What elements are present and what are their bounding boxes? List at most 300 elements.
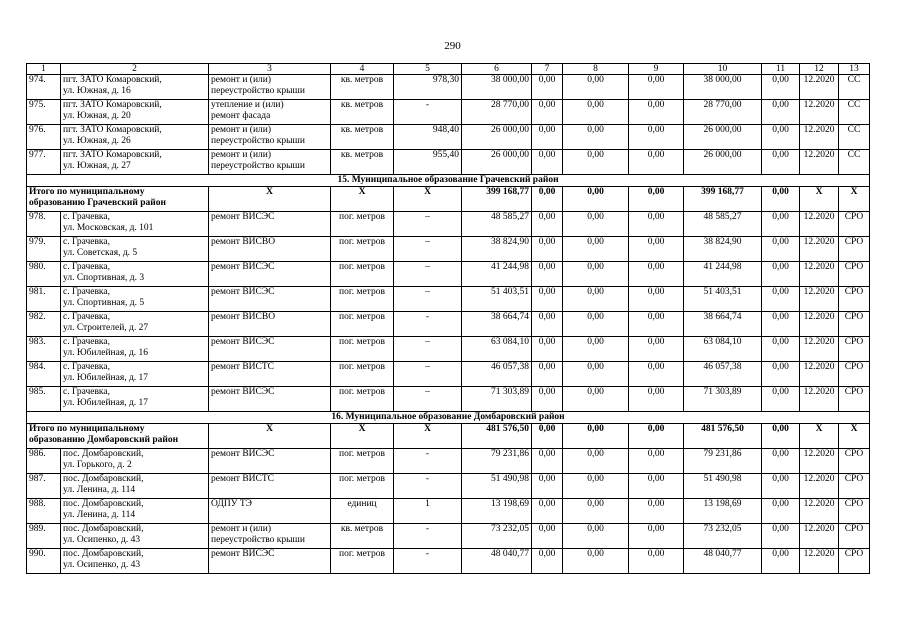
total-label: [27, 187, 209, 212]
work-type: [209, 75, 331, 100]
funding-source: СРО: [839, 362, 870, 387]
section-title-row: [27, 412, 870, 424]
cost-col-9: 0,00: [629, 424, 684, 449]
quantity: –: [394, 287, 462, 312]
cost-col-10: 28 770,00: [684, 100, 762, 125]
cost-col-9: 0,00: [629, 262, 684, 287]
row-number: 988.: [27, 499, 61, 524]
completion-date: 12.2020: [800, 387, 839, 412]
work-type-line2: ремонт фасада: [211, 111, 271, 121]
cost-col-8: 0,00: [563, 75, 629, 100]
column-number: 4: [331, 64, 394, 75]
address-line1: пгт. ЗАТО Комаровский,: [63, 125, 162, 135]
address: [61, 337, 209, 362]
cost-col-11: 0,00: [762, 237, 800, 262]
work-type: [209, 449, 331, 474]
cost-col-8: 0,00: [563, 549, 629, 574]
address-line1: с. Грачевка,: [63, 212, 110, 222]
table-row: [27, 287, 870, 312]
funding-source: Х: [839, 187, 870, 212]
work-type-line1: ремонт ВИСЭС: [211, 387, 275, 397]
completion-date: 12.2020: [800, 150, 839, 175]
address: [61, 549, 209, 574]
row-number: 977.: [27, 150, 61, 175]
work-type: [209, 262, 331, 287]
total-cost: 38 000,00: [462, 75, 532, 100]
work-type-line1: ремонт ВИСЭС: [211, 449, 275, 459]
cost-col-7: 0,00: [532, 362, 563, 387]
work-type-line1: ремонт ВИСЭС: [211, 549, 275, 559]
cost-col-7: 0,00: [532, 287, 563, 312]
unit: пог. метров: [331, 474, 394, 499]
completion-date: 12.2020: [800, 125, 839, 150]
work-type-line2: переустройство крыши: [211, 535, 305, 545]
table-row: [27, 125, 870, 150]
cost-col-9: 0,00: [629, 75, 684, 100]
unit: пог. метров: [331, 449, 394, 474]
total-cost: 51 490,98: [462, 474, 532, 499]
address-line2: ул. Южная, д. 26: [63, 136, 131, 146]
cost-col-10: 51 490,98: [684, 474, 762, 499]
row-number: 985.: [27, 387, 61, 412]
address: [61, 262, 209, 287]
completion-date: 12.2020: [800, 312, 839, 337]
address: [61, 387, 209, 412]
cost-col-7: 0,00: [532, 499, 563, 524]
cost-col-9: 0,00: [629, 499, 684, 524]
work-type-line1: ремонт ВИСВО: [211, 237, 276, 247]
completion-date: Х: [800, 187, 839, 212]
table-row: [27, 524, 870, 549]
funding-source: СРО: [839, 449, 870, 474]
completion-date: 12.2020: [800, 75, 839, 100]
cost-col-10: 48 585,27: [684, 212, 762, 237]
cost-col-9: 0,00: [629, 524, 684, 549]
column-number: 2: [61, 64, 209, 75]
address-line1: пгт. ЗАТО Комаровский,: [63, 150, 162, 160]
table-row: [27, 237, 870, 262]
work-type-line1: ремонт и (или): [211, 75, 272, 85]
address: [61, 237, 209, 262]
address-line2: ул. Осипенко, д. 43: [63, 535, 141, 545]
quantity: 955,40: [394, 150, 462, 175]
address-line1: с. Грачевка,: [63, 387, 110, 397]
cost-col-8: 0,00: [563, 187, 629, 212]
table-row: [27, 499, 870, 524]
section-total-row: [27, 424, 870, 449]
cost-col-11: 0,00: [762, 337, 800, 362]
cost-col-9: 0,00: [629, 449, 684, 474]
quantity: 978,30: [394, 75, 462, 100]
address-line1: пос. Домбаровский,: [63, 449, 144, 459]
cost-col-8: 0,00: [563, 387, 629, 412]
row-number: 983.: [27, 337, 61, 362]
cost-col-10: 38 000,00: [684, 75, 762, 100]
total-cost: 41 244,98: [462, 262, 532, 287]
cost-col-8: 0,00: [563, 337, 629, 362]
address-line2: ул. Горького, д. 2: [63, 460, 132, 470]
cost-col-9: 0,00: [629, 362, 684, 387]
cost-col-10: 71 303,89: [684, 387, 762, 412]
completion-date: 12.2020: [800, 449, 839, 474]
cost-col-7: 0,00: [532, 549, 563, 574]
funding-source: СРО: [839, 387, 870, 412]
unit: кв. метров: [331, 524, 394, 549]
row-number: 980.: [27, 262, 61, 287]
work-type: [209, 150, 331, 175]
funding-source: СРО: [839, 499, 870, 524]
total-cost: 51 403,51: [462, 287, 532, 312]
total-label: [27, 424, 209, 449]
cost-col-8: 0,00: [563, 125, 629, 150]
address-line2: ул. Юбилейная, д. 16: [63, 348, 149, 358]
cost-col-11: 0,00: [762, 212, 800, 237]
cost-col-7: 0,00: [532, 150, 563, 175]
cost-col-10: 13 198,69: [684, 499, 762, 524]
unit: пог. метров: [331, 312, 394, 337]
cost-col-8: 0,00: [563, 449, 629, 474]
row-number: 982.: [27, 312, 61, 337]
cost-col-11: 0,00: [762, 187, 800, 212]
quantity: 948,40: [394, 125, 462, 150]
row-number: 979.: [27, 237, 61, 262]
cost-col-9: 0,00: [629, 549, 684, 574]
work-type-line1: ремонт и (или): [211, 125, 272, 135]
quantity: -: [394, 312, 462, 337]
cost-col-11: 0,00: [762, 424, 800, 449]
total-cost: 48 585,27: [462, 212, 532, 237]
cost-col-7: 0,00: [532, 75, 563, 100]
total-label-line1: Итого по муниципальному: [29, 187, 145, 197]
address-line1: пос. Домбаровский,: [63, 474, 144, 484]
table-row: [27, 362, 870, 387]
address-line2: ул. Ленина, д. 114: [63, 485, 136, 495]
address-line1: пгт. ЗАТО Комаровский,: [63, 75, 162, 85]
quantity: Х: [394, 424, 462, 449]
address-line2: ул. Ленина, д. 114: [63, 510, 136, 520]
address: [61, 150, 209, 175]
address: [61, 100, 209, 125]
table-row: [27, 75, 870, 100]
address-line2: ул. Юбилейная, д. 17: [63, 398, 149, 408]
address: [61, 499, 209, 524]
column-number: 9: [629, 64, 684, 75]
cost-col-10: 481 576,50: [684, 424, 762, 449]
unit: кв. метров: [331, 100, 394, 125]
work-type: Х: [209, 187, 331, 212]
address-line2: ул. Юбилейная, д. 17: [63, 373, 149, 383]
section-total-row: [27, 187, 870, 212]
funding-source: СРО: [839, 524, 870, 549]
cost-col-10: 48 040,77: [684, 549, 762, 574]
unit: кв. метров: [331, 125, 394, 150]
address: [61, 212, 209, 237]
quantity: –: [394, 262, 462, 287]
quantity: -: [394, 549, 462, 574]
work-type-line1: ремонт ВИСЭС: [211, 262, 275, 272]
completion-date: 12.2020: [800, 474, 839, 499]
funding-source: СС: [839, 100, 870, 125]
table-row: [27, 549, 870, 574]
address-line2: ул. Южная, д. 16: [63, 86, 131, 96]
address-line2: ул. Строителей, д. 27: [63, 323, 149, 333]
work-type: [209, 362, 331, 387]
completion-date: 12.2020: [800, 287, 839, 312]
total-cost: 26 000,00: [462, 150, 532, 175]
cost-col-11: 0,00: [762, 287, 800, 312]
cost-col-9: 0,00: [629, 312, 684, 337]
address-line2: ул. Южная, д. 27: [63, 161, 131, 171]
cost-col-8: 0,00: [563, 212, 629, 237]
address-line1: пгт. ЗАТО Комаровский,: [63, 100, 162, 110]
funding-source: СС: [839, 75, 870, 100]
total-label-line2: образованию Домбаровский район: [29, 435, 179, 445]
work-type: [209, 549, 331, 574]
total-cost: 13 198,69: [462, 499, 532, 524]
row-number: 981.: [27, 287, 61, 312]
section-title: 15. Муниципальное образование Грачевский район: [27, 175, 870, 187]
cost-col-10: 63 084,10: [684, 337, 762, 362]
cost-col-7: 0,00: [532, 100, 563, 125]
funding-source: СРО: [839, 262, 870, 287]
row-number: 987.: [27, 474, 61, 499]
address: [61, 362, 209, 387]
table-row: [27, 212, 870, 237]
funding-source: СРО: [839, 237, 870, 262]
work-type-line1: ремонт ВИСВО: [211, 312, 276, 322]
cost-col-7: 0,00: [532, 212, 563, 237]
quantity: 1: [394, 499, 462, 524]
completion-date: 12.2020: [800, 362, 839, 387]
quantity: –: [394, 337, 462, 362]
address: [61, 449, 209, 474]
address: [61, 125, 209, 150]
cost-col-10: 26 000,00: [684, 125, 762, 150]
work-type: [209, 474, 331, 499]
column-number: 13: [839, 64, 870, 75]
column-number: 8: [563, 64, 629, 75]
column-number: 11: [762, 64, 800, 75]
cost-col-7: 0,00: [532, 312, 563, 337]
section-title: 16. Муниципальное образование Домбаровский район: [27, 412, 870, 424]
work-type: [209, 387, 331, 412]
address: [61, 474, 209, 499]
total-label-line2: образованию Грачевский район: [29, 198, 166, 208]
cost-col-8: 0,00: [563, 237, 629, 262]
cost-col-8: 0,00: [563, 262, 629, 287]
quantity: -: [394, 474, 462, 499]
address-line2: ул. Советская, д. 5: [63, 248, 138, 258]
cost-col-8: 0,00: [563, 100, 629, 125]
cost-col-10: 38 824,90: [684, 237, 762, 262]
funding-source: СРО: [839, 549, 870, 574]
address-line1: с. Грачевка,: [63, 337, 110, 347]
work-type-line2: переустройство крыши: [211, 136, 305, 146]
row-number: 990.: [27, 549, 61, 574]
quantity: Х: [394, 187, 462, 212]
row-number: 978.: [27, 212, 61, 237]
funding-source: СРО: [839, 474, 870, 499]
cost-col-11: 0,00: [762, 524, 800, 549]
address-line1: с. Грачевка,: [63, 287, 110, 297]
work-type: [209, 125, 331, 150]
address-line2: ул. Спортивная, д. 5: [63, 298, 145, 308]
completion-date: 12.2020: [800, 549, 839, 574]
total-cost: 481 576,50: [462, 424, 532, 449]
column-number: 7: [532, 64, 563, 75]
total-label-line1: Итого по муниципальному: [29, 424, 145, 434]
cost-col-8: 0,00: [563, 499, 629, 524]
table-row: [27, 449, 870, 474]
work-type: [209, 337, 331, 362]
cost-col-8: 0,00: [563, 362, 629, 387]
address-line2: ул. Спортивная, д. 3: [63, 273, 145, 283]
total-cost: 63 084,10: [462, 337, 532, 362]
table-row: [27, 262, 870, 287]
work-type-line1: ремонт ВИСЭС: [211, 287, 275, 297]
page-number: 290: [444, 40, 461, 52]
total-cost: 79 231,86: [462, 449, 532, 474]
cost-col-8: 0,00: [563, 312, 629, 337]
work-type-line1: ремонт ВИСТС: [211, 362, 275, 372]
cost-col-7: 0,00: [532, 187, 563, 212]
cost-col-8: 0,00: [563, 474, 629, 499]
cost-col-7: 0,00: [532, 262, 563, 287]
funding-source: СРО: [839, 337, 870, 362]
row-number: 975.: [27, 100, 61, 125]
cost-col-7: 0,00: [532, 125, 563, 150]
column-number: 3: [209, 64, 331, 75]
column-number: 5: [394, 64, 462, 75]
completion-date: 12.2020: [800, 499, 839, 524]
cost-col-8: 0,00: [563, 524, 629, 549]
cost-col-9: 0,00: [629, 100, 684, 125]
work-type: [209, 312, 331, 337]
total-cost: 71 303,89: [462, 387, 532, 412]
work-type-line2: переустройство крыши: [211, 161, 305, 171]
quantity: -: [394, 449, 462, 474]
work-type: [209, 100, 331, 125]
work-type-line1: ремонт ВИСЭС: [211, 212, 275, 222]
completion-date: 12.2020: [800, 524, 839, 549]
unit: пог. метров: [331, 362, 394, 387]
cost-col-10: 399 168,77: [684, 187, 762, 212]
cost-col-11: 0,00: [762, 499, 800, 524]
work-type: [209, 499, 331, 524]
funding-source: Х: [839, 424, 870, 449]
work-type-line1: ремонт ВИСТС: [211, 474, 275, 484]
total-cost: 46 057,38: [462, 362, 532, 387]
cost-col-11: 0,00: [762, 262, 800, 287]
cost-col-7: 0,00: [532, 424, 563, 449]
total-cost: 28 770,00: [462, 100, 532, 125]
work-type-line1: утепление и (или): [211, 100, 284, 110]
completion-date: Х: [800, 424, 839, 449]
cost-col-8: 0,00: [563, 150, 629, 175]
work-type: [209, 524, 331, 549]
work-type: [209, 237, 331, 262]
cost-col-7: 0,00: [532, 449, 563, 474]
total-cost: 73 232,05: [462, 524, 532, 549]
cost-col-10: 73 232,05: [684, 524, 762, 549]
work-type-line1: ремонт и (или): [211, 150, 272, 160]
row-number: 986.: [27, 449, 61, 474]
cost-col-10: 51 403,51: [684, 287, 762, 312]
work-type-line2: переустройство крыши: [211, 86, 305, 96]
cost-col-9: 0,00: [629, 387, 684, 412]
cost-col-8: 0,00: [563, 424, 629, 449]
cost-col-11: 0,00: [762, 75, 800, 100]
address-line1: с. Грачевка,: [63, 262, 110, 272]
address: [61, 312, 209, 337]
total-cost: 399 168,77: [462, 187, 532, 212]
work-type: [209, 212, 331, 237]
address: [61, 287, 209, 312]
funding-source: СРО: [839, 212, 870, 237]
column-number: 12: [800, 64, 839, 75]
total-cost: 48 040,77: [462, 549, 532, 574]
completion-date: 12.2020: [800, 237, 839, 262]
column-number: 10: [684, 64, 762, 75]
cost-col-11: 0,00: [762, 474, 800, 499]
cost-col-9: 0,00: [629, 287, 684, 312]
cost-col-7: 0,00: [532, 337, 563, 362]
quantity: –: [394, 362, 462, 387]
cost-col-10: 46 057,38: [684, 362, 762, 387]
cost-col-7: 0,00: [532, 524, 563, 549]
address-line2: ул. Южная, д. 20: [63, 111, 131, 121]
row-number: 989.: [27, 524, 61, 549]
completion-date: 12.2020: [800, 212, 839, 237]
unit: пог. метров: [331, 387, 394, 412]
quantity: –: [394, 237, 462, 262]
address-line1: с. Грачевка,: [63, 312, 110, 322]
address-line1: пос. Домбаровский,: [63, 549, 144, 559]
quantity: -: [394, 100, 462, 125]
table-row: [27, 150, 870, 175]
table-row: [27, 387, 870, 412]
cost-col-11: 0,00: [762, 362, 800, 387]
work-type-line1: ремонт и (или): [211, 524, 272, 534]
completion-date: 12.2020: [800, 337, 839, 362]
cost-col-9: 0,00: [629, 125, 684, 150]
funding-source: СРО: [839, 287, 870, 312]
unit: кв. метров: [331, 150, 394, 175]
cost-col-9: 0,00: [629, 212, 684, 237]
column-number-row: [27, 64, 870, 75]
cost-col-9: 0,00: [629, 474, 684, 499]
unit: кв. метров: [331, 75, 394, 100]
work-type-line1: ОДПУ ТЭ: [211, 499, 252, 509]
column-number: 6: [462, 64, 532, 75]
table-row: [27, 100, 870, 125]
cost-col-7: 0,00: [532, 387, 563, 412]
row-number: 974.: [27, 75, 61, 100]
funding-source: СС: [839, 150, 870, 175]
cost-col-9: 0,00: [629, 187, 684, 212]
funding-source: СРО: [839, 312, 870, 337]
cost-col-10: 41 244,98: [684, 262, 762, 287]
unit: пог. метров: [331, 337, 394, 362]
unit: пог. метров: [331, 287, 394, 312]
total-cost: 38 664,74: [462, 312, 532, 337]
cost-col-9: 0,00: [629, 337, 684, 362]
address: [61, 524, 209, 549]
quantity: –: [394, 212, 462, 237]
table-row: [27, 337, 870, 362]
address-line1: пос. Домбаровский,: [63, 524, 144, 534]
cost-col-10: 38 664,74: [684, 312, 762, 337]
